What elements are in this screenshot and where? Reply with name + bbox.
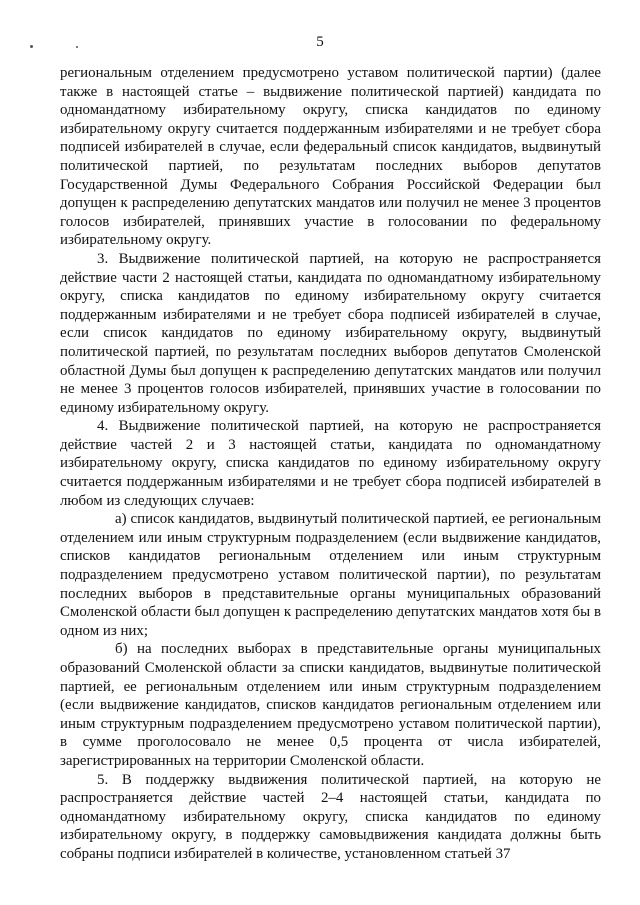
paragraph-part-4: 4. Выдвижение политической партией, на которую не распространяется действие частей 2 и 3 настоящей статьи, кандидата по одномандатному избирательному округу, списка кандидатов по единому избирательному округу считается поддержанным избирателями и не требует сбора подписей избирателей в любом из следующих случаев: [60,418,601,509]
paragraph-item-a: а) список кандидатов, выдвинутый политической партией, ее региональным отделением или иным структурным подразделением (если выдвижение кандидатов, списков кандидатов региональным отделением или иным структурным подразделением предусмотрено уставом политической партии), по результатам последних выборов в представительные органы муниципальных образований Смоленской области был допущен к распределению депутатских мандатов хотя бы в одном из них; [60,511,601,639]
page-number: 5 [316,34,324,50]
document-body [60,64,601,864]
paragraph-continuation: региональным отделением предусмотрено уставом политической партии) (далее также в настоящей статье – выдвижение политической партией) кандидата по одномандатному избирательному округу, списка кандидатов по единому избирательному округу считается поддержанным избирателями и не требует сбора подписей избирателей в случае, если федеральный список кандидатов, выдвинутый политической партией, по результатам последних выборов депутатов Государственной Думы Федерального Собрания Российской Федерации был допущен к распределению депутатских мандатов или получил не менее 3 процентов голосов избирателей, принявших участие в голосовании по федеральному избирательному округу. [60,65,601,249]
paragraph-part-5: 5. В поддержку выдвижения политической партией, на которую не распространяется действие частей 2–4 настоящей статьи, кандидата по одномандатному избирательному округу, списка кандидатов по единому избирательному округу, в поддержку самовыдвижения кандидата должны быть собраны подписи избирателей в количестве, установленном статьей 37 [60,771,601,862]
paragraph-item-b: б) на последних выборах в представительные органы муниципальных образований Смоленской области за списки кандидатов, выдвинутые политической партией, ее региональным отделением или иным структурным подразделением (если выдвижение кандидатов, списков кандидатов региональным отделением или иным структурным подразделением предусмотрено уставом политической партии), в сумме проголосовало не менее 0,5 процента от числа избирателей, зарегистрированных на территории Смоленской области. [60,641,601,769]
paragraph-part-3: 3. Выдвижение политической партией, на которую не распространяется действие части 2 настоящей статьи, кандидата по одномандатному избирательному округу, списка кандидатов по единому избирательному округу считается поддержанным избирателями и не требует сбора подписей избирателей в случае, если список кандидатов по единому избирательному округу, выдвинутый политической партией, по результатам последних выборов депутатов Смоленской областной Думы был допущен к распределению депутатских мандатов или получил не менее 3 процентов голосов избирателей, принявших участие в голосовании по единому избирательному округу. [60,250,601,416]
